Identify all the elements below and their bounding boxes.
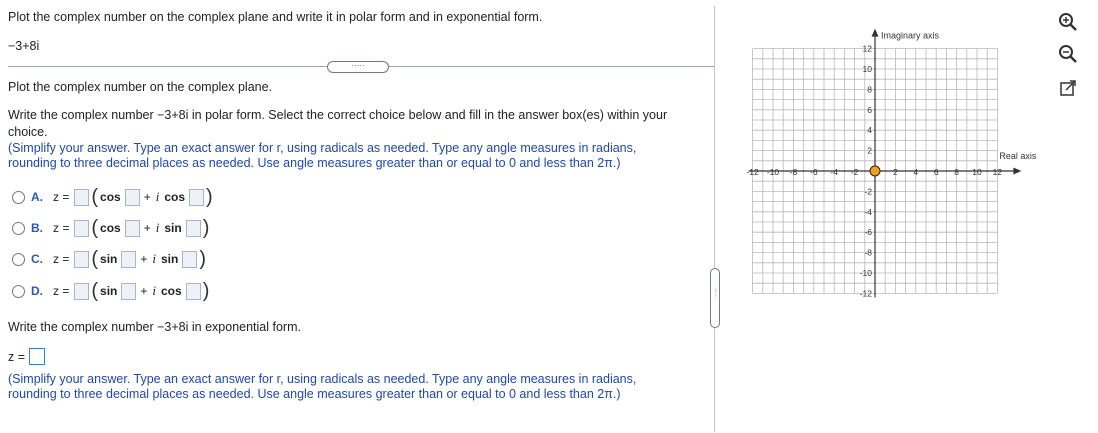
x-tick-label: -6 xyxy=(810,167,818,177)
r-input[interactable] xyxy=(74,189,89,206)
left-paren: ( xyxy=(91,186,99,208)
question-title: Plot the complex number on the complex plane and write it in polar form and in exponential form. xyxy=(8,10,543,24)
popout-icon[interactable] xyxy=(1058,78,1078,98)
part2-hint-line2: rounding to three decimal places as needed. Use angle measures greater than or equal to 0 and less than 2π.) xyxy=(8,156,621,170)
choice-letter: C. xyxy=(31,252,43,266)
plus-sign: + xyxy=(140,252,148,266)
resize-handle[interactable]: ····· xyxy=(710,268,720,328)
angle1-input[interactable] xyxy=(121,251,136,268)
panel-separator xyxy=(714,6,715,432)
part2-text-continued: choice. xyxy=(8,125,48,139)
part2-text: Write the complex number −3+8i in polar form. Select the correct choice below and fill in the answer box(es) within your xyxy=(8,108,668,122)
y-tick-label: 2 xyxy=(867,145,872,156)
x-tick-label: -2 xyxy=(850,167,859,177)
y-tick-label: -2 xyxy=(864,186,872,197)
x-tick-label: 8 xyxy=(954,167,959,177)
y-axis-label: Imaginary axis xyxy=(881,30,940,41)
plus-sign: + xyxy=(140,284,148,298)
x-tick-label: 6 xyxy=(933,167,939,177)
choice-letter: B. xyxy=(31,221,43,235)
choice-radio[interactable] xyxy=(12,222,25,235)
choice-letter: D. xyxy=(31,284,43,298)
choice-radio[interactable] xyxy=(12,191,25,204)
x-tick-label: 2 xyxy=(893,167,898,177)
right-paren: ) xyxy=(202,217,210,239)
left-paren: ( xyxy=(91,280,99,302)
right-paren: ) xyxy=(202,280,210,302)
x-tick-label: 10 xyxy=(972,167,982,177)
choice-letter: A. xyxy=(31,190,43,204)
choice-radio[interactable] xyxy=(12,253,25,266)
right-paren: ) xyxy=(206,186,213,208)
choice-z-label: z = xyxy=(53,284,70,298)
imag-unit: i xyxy=(152,283,156,298)
y-tick-label: 10 xyxy=(862,64,872,74)
choice-z-label: z = xyxy=(53,252,70,266)
left-paren: ( xyxy=(91,217,99,239)
func1: cos xyxy=(100,221,121,235)
func1: cos xyxy=(100,190,121,204)
choice-radio[interactable] xyxy=(12,285,25,298)
part3-hint-line2: rounding to three decimal places as needed. Use angle measures greater than or equal to 0 and less than 2π.) xyxy=(8,387,621,401)
func2: sin xyxy=(161,252,179,266)
complex-plane-graph[interactable] xyxy=(730,20,1060,330)
expand-question-button[interactable]: ····· xyxy=(327,61,389,73)
y-tick-label: -12 xyxy=(859,288,872,299)
y-tick-label: -4 xyxy=(864,206,872,217)
choice-b[interactable] xyxy=(12,217,209,239)
x-tick-label: 4 xyxy=(913,167,919,177)
choice-a[interactable] xyxy=(12,186,213,208)
y-tick-label: -10 xyxy=(859,268,872,278)
angle2-input[interactable] xyxy=(186,220,201,237)
r-input[interactable] xyxy=(74,251,89,268)
exponential-answer-input[interactable] xyxy=(29,348,45,365)
x-tick-label: -8 xyxy=(789,167,798,177)
choice-z-label: z = xyxy=(53,221,70,235)
zoom-out-icon[interactable] xyxy=(1058,44,1078,64)
x-tick-label: -12 xyxy=(746,167,759,177)
angle1-input[interactable] xyxy=(121,283,136,300)
question-expression: −3+8i xyxy=(8,39,40,53)
part3-z-label: z = xyxy=(8,350,26,364)
choice-d[interactable] xyxy=(12,280,209,302)
y-tick-label: 12 xyxy=(862,43,872,54)
x-tick-label: 12 xyxy=(992,167,1003,177)
y-tick-label: -8 xyxy=(864,247,872,258)
choice-z-label: z = xyxy=(53,190,70,204)
y-tick-label: 8 xyxy=(867,84,872,95)
func1: sin xyxy=(100,252,118,266)
plot-point[interactable] xyxy=(870,166,880,176)
x-axis-label: Real axis xyxy=(999,151,1037,161)
func2: sin xyxy=(164,221,182,235)
imag-unit: i xyxy=(155,189,160,204)
imag-unit: i xyxy=(155,220,160,235)
angle1-input[interactable] xyxy=(125,189,140,206)
zoom-in-icon[interactable] xyxy=(1058,12,1078,32)
y-tick-label: 4 xyxy=(867,125,872,136)
right-paren: ) xyxy=(199,248,207,270)
x-tick-label: -4 xyxy=(830,167,838,177)
y-tick-label: -6 xyxy=(864,227,872,238)
func2: cos xyxy=(161,284,182,298)
r-input[interactable] xyxy=(74,220,89,237)
left-paren: ( xyxy=(91,248,99,270)
y-tick-label: 6 xyxy=(867,104,872,115)
imag-unit: i xyxy=(152,251,156,266)
angle2-input[interactable] xyxy=(182,251,197,268)
func2: cos xyxy=(164,190,186,204)
y-axis-arrow xyxy=(872,29,879,37)
part3-text: Write the complex number −3+8i in exponential form. xyxy=(8,320,301,334)
r-input[interactable] xyxy=(74,283,89,300)
angle2-input[interactable] xyxy=(186,283,201,300)
x-axis-arrow xyxy=(1013,168,1021,175)
angle2-input[interactable] xyxy=(189,189,204,206)
plus-sign: + xyxy=(143,221,151,235)
part3-hint-line1: (Simplify your answer. Type an exact answer for r, using radicals as needed. Type any angle measures in radians, xyxy=(8,372,637,386)
plus-sign: + xyxy=(143,190,151,204)
part2-hint-line1: (Simplify your answer. Type an exact answer for r, using radicals as needed. Type any angle measures in radians, xyxy=(8,141,637,155)
x-tick-label: -10 xyxy=(766,167,780,177)
choice-c[interactable] xyxy=(12,248,206,270)
func1: sin xyxy=(100,284,118,298)
part1-text: Plot the complex number on the complex plane. xyxy=(8,80,273,94)
angle1-input[interactable] xyxy=(125,220,140,237)
